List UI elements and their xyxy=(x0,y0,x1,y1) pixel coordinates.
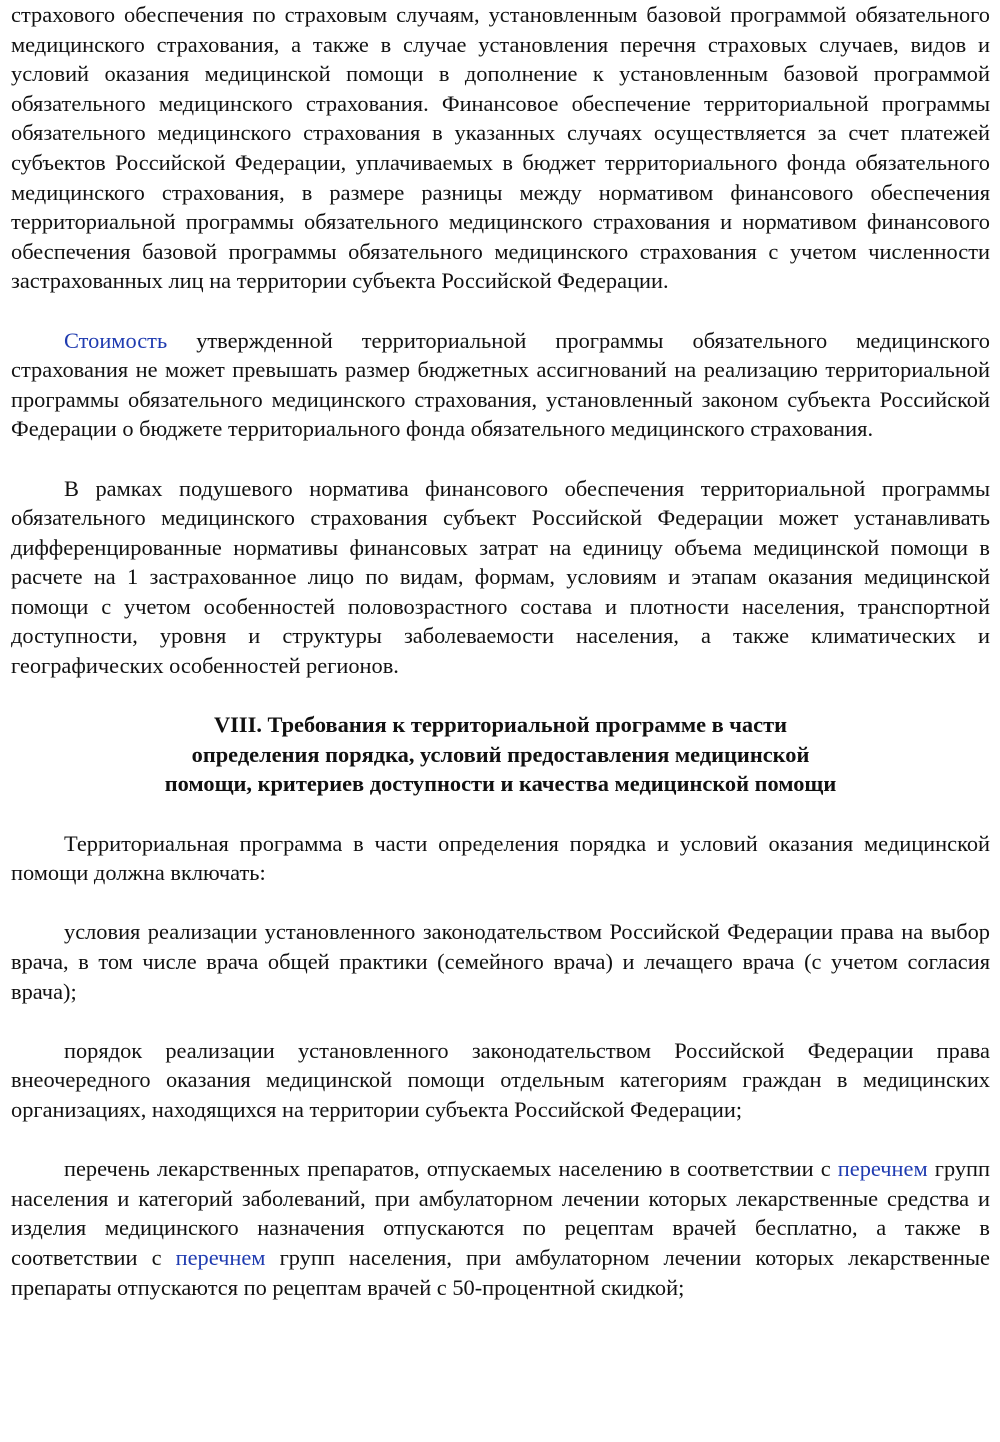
section-heading-line-2: определения порядка, условий предоставления медицинской xyxy=(191,741,810,767)
paragraph-per-capita-norm: В рамках подушевого норматива финансового обеспечения территориальной программы обязательного медицинского страхования субъект Российской Федерации может устанавливать дифференцированные нормативы финансовых затрат на единицу объема медицинской помощи в расчете на 1 застрахованное лицо по видам, формам, условиям и этапам оказания медицинской помощи с учетом особенностей половозрастного состава и плотности населения, транспортной доступности, уровня и структуры заболеваемости населения, а также климатических и географических особенностей регионов. xyxy=(11,475,990,679)
paragraph-cost xyxy=(11,326,990,444)
drug-list-text-3: групп населения, при амбулаторном лечении которых лекарственные препараты отпускаются по рецептам врачей с 50-процентной скидкой; xyxy=(11,1244,990,1300)
link-list-discount[interactable]: перечнем xyxy=(175,1244,266,1270)
section-heading-line-3: помощи, критериев доступности и качества медицинской помощи xyxy=(164,771,837,797)
paragraph-choice-of-doctor: условия реализации установленного законодательством Российской Федерации права на выбор врача, в том числе врача общей практики (семейного врача) и лечащего врача (с учетом согласия врача); xyxy=(11,919,990,1004)
section-heading-line-1: VIII. Требования к территориальной программе в части xyxy=(214,712,787,738)
drug-list-text-1: перечень лекарственных препаратов, отпускаемых населению в соответствии с xyxy=(64,1156,838,1182)
link-list-free[interactable]: перечнем xyxy=(837,1156,928,1182)
paragraph-program-includes: Территориальная программа в части определения порядка и условий оказания медицинской помощи должна включать: xyxy=(11,830,990,886)
paragraph-cost-text: утвержденной территориальной программы обязательного медицинского страхования не может превышать размер бюджетных ассигнований на реализацию территориальной программы обязательного медицинского страхования, установленный законом субъекта Российской Федерации о бюджете территориального фонда обязательного медицинского страхования. xyxy=(11,327,990,442)
paragraph-priority-care: порядок реализации установленного законодательством Российской Федерации права внеочередного оказания медицинской помощи отдельным категориям граждан в медицинских организациях, находящихся на территории субъекта Российской Федерации; xyxy=(11,1037,990,1122)
link-cost[interactable]: Стоимость xyxy=(64,327,168,353)
document-page xyxy=(11,0,990,1302)
paragraph-continuation: страхового обеспечения по страховым случаям, установленным базовой программой обязательного медицинского страхования, а также в случае установления перечня страховых случаев, видов и условий оказания медицинской помощи в дополнение к установленным базовой программой обязательного медицинского страхования. Финансовое обеспечение территориальной программы обязательного медицинского страхования в указанных случаях осуществляется за счет платежей субъектов Российской Федерации, уплачиваемых в бюджет территориального фонда обязательного медицинского страхования, в размере разницы между нормативом финансового обеспечения территориальной программы обязательного медицинского страхования и нормативом финансового обеспечения базовой программы обязательного медицинского страхования с учетом численности застрахованных лиц на территории субъекта Российской Федерации. xyxy=(11,2,990,294)
drug-list-text-2: групп населения и категорий заболеваний, при амбулаторном лечении которых лекарственные средства и изделия медицинского назначения отпускаются по рецептам врачей бесплатно, а также в соответствии с xyxy=(11,1156,991,1270)
section-heading xyxy=(11,710,990,799)
paragraph-drug-list xyxy=(11,1154,990,1302)
